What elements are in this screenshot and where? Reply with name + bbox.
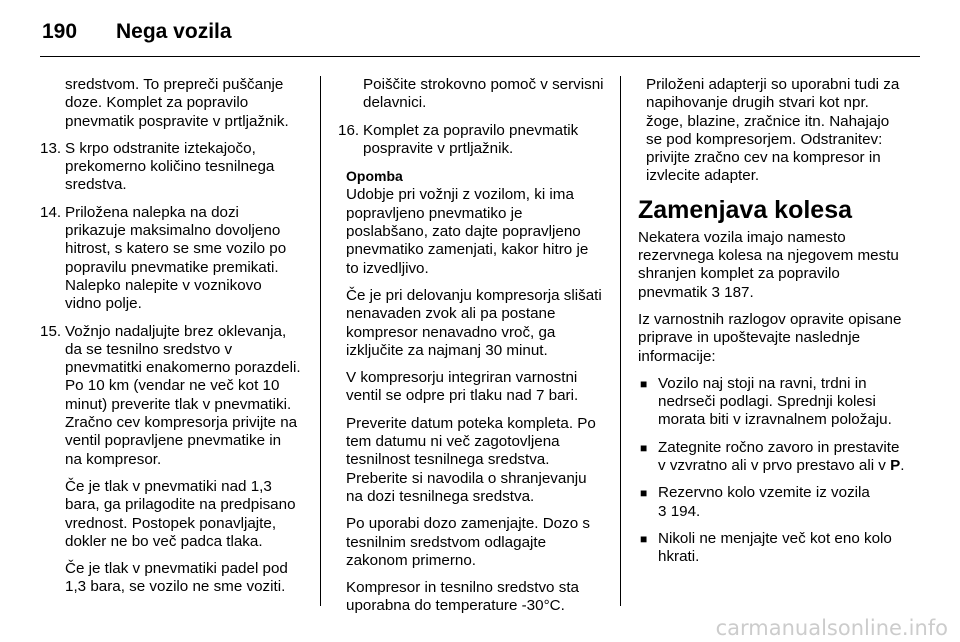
note-paragraph: Preverite datum poteka kompleta. Po tem datumu ni več zagotovljena tesnilnost tesnilnega sredstva. Preberite si navodila o shranjevanju na dozi tesnilnega sredstva.	[346, 414, 596, 505]
bullet-square-icon: ■	[640, 376, 648, 391]
column-divider	[320, 76, 321, 606]
section-heading: Zamenjava kolesa	[638, 195, 853, 224]
item-text: Če je tlak v pnevmatiki nad 1,3 bara, ga prilagodite na predpisano vrednost. Postopek ponavljajte, dokler ne bo več padca tlaka.	[65, 477, 296, 550]
page-ref-link[interactable]: 194.	[670, 502, 701, 520]
column-3	[638, 76, 908, 576]
section-paragraph: Nekatera vozila imajo namesto rezervnega kolesa na njegovem mestu shranjen komplet za popravilo pnevmatik 3 187.	[638, 228, 899, 301]
intro-text: Priloženi adapterji so uporabni tudi za napihovanje drugih stvari kot npr. žoge, blazine, zračnice itn. Nahajajo se pod kompresorjem. Odstranitev: privijte zračno cev na kompresor in izvlecite adapter.	[646, 76, 900, 185]
continuation-text: Poiščite strokovno pomoč v servisni delavnici.	[363, 76, 604, 112]
note-paragraph: Po uporabi dozo zamenjajte. Dozo s tesnilnim sredstvom odlagajte zakonom primerno.	[346, 515, 590, 569]
item-text: S krpo odstranite iztekajočo, prekomerno količino tesnilnega sredstva.	[65, 139, 275, 194]
item-number: 16.	[338, 121, 360, 139]
note-paragraph: Če je pri delovanju kompresorja slišati nenavaden zvok ali pa postane kompresor nenavadno vroč, ga izključite za najmanj 30 minut.	[346, 286, 602, 359]
bullet-item: ■ Zategnite ročno zavoro in prestavite v vzvratno ali v prvo prestavo ali v P.	[640, 438, 905, 475]
column-2	[338, 76, 604, 625]
bullet-square-icon: ■	[640, 486, 648, 501]
page-ref-link[interactable]: 187.	[724, 283, 754, 301]
item-text: Komplet za popravilo pnevmatik pospravite v prtljažnik.	[363, 121, 579, 157]
note-heading: Opomba	[346, 168, 403, 185]
watermark: carmanualsonline.info	[715, 616, 948, 640]
item-number: 13.	[40, 139, 62, 157]
header-rule	[40, 56, 920, 57]
column-divider	[620, 76, 621, 606]
page-title: Nega vozila	[116, 20, 232, 43]
bullet-square-icon: ■	[640, 531, 648, 546]
continuation-text: sredstvom. To prepreči puščanje doze. Komplet za popravilo pnevmatik pospravite v prtljažnik.	[65, 76, 289, 130]
item-number: 14.	[40, 203, 62, 221]
item-text: Če je tlak v pnevmatiki padel pod 1,3 bara, se vozilo ne sme voziti.	[65, 560, 288, 596]
section-paragraph: Iz varnostnih razlogov opravite opisane priprave in upoštevajte naslednje informacije:	[638, 310, 902, 365]
list-item-13	[40, 140, 302, 195]
item-number: 15.	[40, 322, 62, 340]
page-ref-arrow-icon: 3	[658, 502, 667, 520]
list-item-15	[40, 323, 302, 597]
bullet-item: ■ Vozilo naj stoji na ravni, trdni in nedrseči podlagi. Sprednji kolesi morata biti v izravnalnem položaju.	[640, 374, 892, 429]
column-1	[40, 76, 302, 606]
item-text: Priložena nalepka na dozi prikazuje maksimalno dovoljeno hitrost, s katero se sme vozilo po popravilu pnevmatike premikati. Nalepko nalepite v voznikovo vidno polje.	[65, 203, 287, 313]
item-text: Vožnjo nadaljujte brez oklevanja, da se tesnilno sredstvo v pnevmatitki enakomerno porazdeli. Po 10 km (vendar ne več kot 10 minut) preverite tlak v pnevmatiki. Zračno cev kompresorja privijte na ventil popravljene pnevmatike in na kompresor.	[65, 322, 301, 468]
note-box	[338, 167, 604, 616]
bullet-square-icon: ■	[640, 440, 648, 455]
page-number: 190	[42, 20, 78, 43]
page-header	[40, 14, 920, 50]
list-item-16	[338, 122, 604, 159]
note-paragraph: Udobje pri vožnji z vozilom, ki ima popravljeno pnevmatiko je poslabšano, zato dajte popravljeno pnevmatiko zamenjati, kakor hitro je to izvedljivo.	[346, 186, 589, 277]
list-item-14	[40, 204, 302, 314]
bullet-item: ■ Rezervno kolo vzemite iz vozila 3 194.	[640, 484, 870, 520]
note-paragraph: Kompresor in tesnilno sredstvo sta uporabna do temperature -30°C.	[346, 579, 579, 615]
note-paragraph: V kompresorju integriran varnostni ventil se odpre pri tlaku nad 7 bari.	[346, 369, 579, 405]
page-ref-arrow-icon: 3	[711, 283, 720, 301]
bullet-item: ■ Nikoli ne menjajte več kot eno kolo hkrati.	[640, 529, 892, 566]
